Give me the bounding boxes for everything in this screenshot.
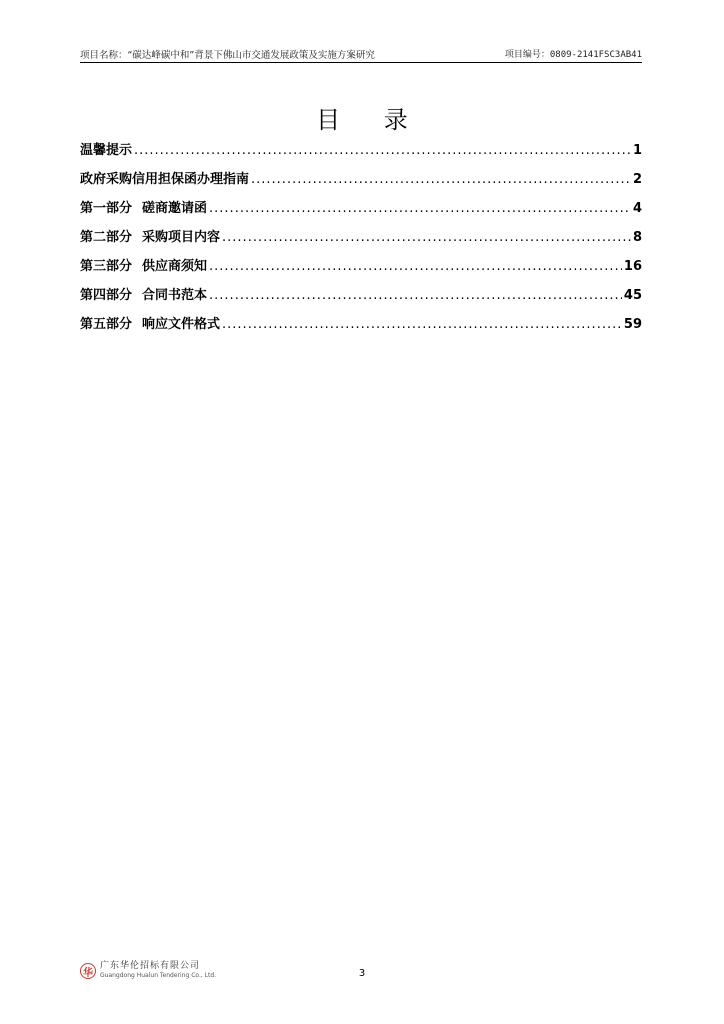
toc-entry-page: 1 [632, 143, 642, 158]
toc-entry-page: 45 [623, 288, 642, 303]
toc-entry-part-5[interactable] [80, 313, 642, 342]
toc-leader [251, 172, 631, 187]
toc-entry-part-1[interactable] [80, 197, 642, 226]
toc-entry-page: 4 [632, 201, 642, 216]
toc-leader [222, 230, 631, 245]
toc-entry-part: 第一部分 [80, 201, 133, 216]
toc-entry-part-2[interactable] [80, 226, 642, 255]
toc-title: 目 录 [316, 106, 426, 134]
project-code: 项目编号：0809-2141FSC3AB41 [504, 50, 642, 60]
toc-leader [209, 259, 622, 274]
toc-entry-part: 第五部分 [80, 317, 133, 332]
toc-entry-part: 第四部分 [80, 288, 133, 303]
toc-entry-page: 8 [632, 230, 642, 245]
table-of-contents [80, 139, 642, 342]
toc-entry-label: 磋商邀请函 [142, 201, 208, 216]
toc-leader [209, 201, 631, 216]
toc-entry-label: 采购项目内容 [142, 230, 221, 245]
company-name-en: Guangdong Hualun Tendering Co., Ltd. [100, 972, 217, 979]
toc-entry-label: 供应商须知 [142, 259, 208, 274]
toc-entry-part-3[interactable] [80, 255, 642, 284]
page-number: 3 [358, 968, 366, 979]
company-logo-icon: 华 [80, 963, 96, 979]
page-header [80, 44, 642, 63]
toc-entry-part: 第二部分 [80, 230, 133, 245]
toc-leader [134, 143, 631, 158]
toc-entry-part-4[interactable] [80, 284, 642, 313]
toc-entry-page: 2 [632, 172, 642, 187]
toc-leader [222, 317, 622, 332]
toc-entry-guarantee-guide[interactable] [80, 168, 642, 197]
toc-leader [209, 288, 622, 303]
toc-entry-label: 响应文件格式 [142, 317, 221, 332]
toc-entry-part: 第三部分 [80, 259, 133, 274]
toc-entry-label: 政府采购信用担保函办理指南 [80, 172, 250, 187]
toc-entry-page: 59 [623, 317, 642, 332]
toc-entry-label: 合同书范本 [142, 288, 208, 303]
toc-entry-tips[interactable] [80, 139, 642, 168]
toc-entry-label: 温馨提示 [80, 143, 133, 158]
project-name: 项目名称：“碳达峰碳中和”背景下佛山市交通发展政策及实施方案研究 [80, 50, 375, 61]
company-name-cn: 广东华伦招标有限公司 [100, 961, 201, 971]
toc-entry-page: 16 [623, 259, 642, 274]
